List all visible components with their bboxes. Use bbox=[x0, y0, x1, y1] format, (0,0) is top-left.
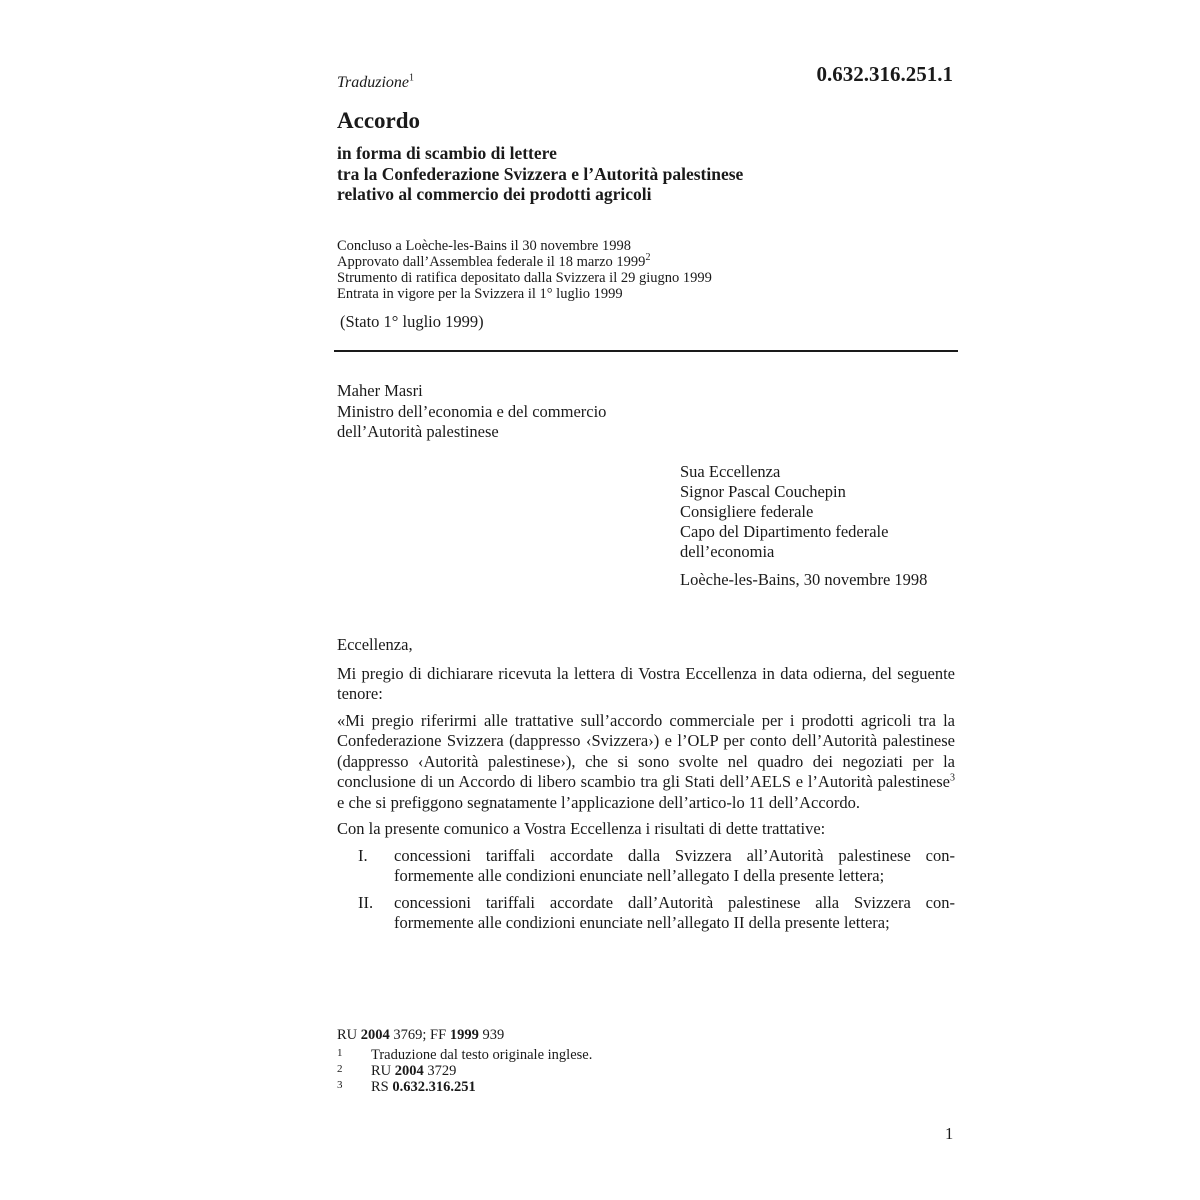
list-item-number: I. bbox=[358, 845, 368, 865]
footnote-suffix: 3729 bbox=[427, 1063, 457, 1079]
translation-label bbox=[337, 74, 414, 92]
entry-into-force-line: Entrata in vigore per la Svizzera il 1° luglio 1999 bbox=[337, 286, 623, 302]
footnote bbox=[337, 1063, 592, 1079]
footnote-ref-1[interactable]: 1 bbox=[409, 72, 415, 84]
subtitle-line: tra la Confederazione Svizzera e l’Autorità palestinese bbox=[337, 163, 744, 184]
list-item bbox=[337, 846, 955, 887]
footnote-text: Traduzione dal testo originale inglese. bbox=[371, 1047, 593, 1063]
ru-page: 3769; FF bbox=[393, 1027, 447, 1043]
approved-line bbox=[337, 254, 712, 270]
list-item-number: II. bbox=[358, 892, 374, 912]
list-item-text: concessioni tariffali accordate dall’Autorità palestinese alla Svizzera con-formemente alle condizioni enunciate nell’allegato II della presente lettera; bbox=[394, 892, 955, 932]
paragraph: Con la presente comunico a Vostra Eccellenza i risultati di dette trattative: bbox=[337, 819, 826, 838]
list-item bbox=[337, 893, 955, 934]
footnote-bold: 0.632.316.251 bbox=[392, 1079, 476, 1095]
footnote-prefix: RS bbox=[371, 1079, 389, 1095]
footnote-number: 2 bbox=[337, 1063, 343, 1075]
footnotes bbox=[337, 1047, 592, 1095]
recipient-line: dell’economia bbox=[680, 542, 775, 561]
results-list bbox=[337, 846, 955, 934]
page-number: 1 bbox=[945, 1124, 954, 1143]
recipient-line: Capo del Dipartimento federale bbox=[680, 522, 889, 541]
footnote-number: 1 bbox=[337, 1047, 343, 1059]
sender-line: Ministro dell’economia e del commercio bbox=[337, 401, 607, 421]
subtitle bbox=[337, 143, 743, 205]
footnote-ref-2[interactable]: 2 bbox=[645, 252, 651, 264]
paragraph: Mi pregio di dichiarare ricevuta la lettera di Vostra Eccellenza in data odierna, del seguente tenore: bbox=[337, 663, 955, 703]
ru-year: 2004 bbox=[360, 1027, 390, 1043]
greeting: Eccellenza, bbox=[337, 635, 413, 654]
paragraph-text: «Mi pregio riferirmi alle trattative sull’accordo commerciale per i prodotti agricoli tra la Confederazione Svizzera (dappresso ‹Svizzera›) e l’OLP per conto dell’Autorità palestinese (dappresso ‹Autorità palestinese›), che si sono svolte nel quadro dei negoziati per la conclusione di un Accordo di libero scambio tra gli Stati dell’AELS e l’Autorità palestinese bbox=[337, 710, 955, 791]
ru-prefix: RU bbox=[337, 1027, 358, 1043]
translation-text: Traduzione bbox=[337, 74, 410, 91]
sender-block bbox=[337, 381, 606, 443]
footnote bbox=[337, 1079, 592, 1095]
ff-year: 1999 bbox=[449, 1027, 479, 1043]
status-line: (Stato 1° luglio 1999) bbox=[340, 312, 484, 331]
concluded-line: Concluso a Loèche-les-Bains il 30 novembre 1998 bbox=[337, 238, 631, 254]
subtitle-line: relativo al commercio dei prodotti agricoli bbox=[337, 184, 652, 204]
list-item-text: concessioni tariffali accordate dalla Svizzera all’Autorità palestinese con-formemente alle condizioni enunciate nell’allegato I della presente lettera; bbox=[394, 845, 955, 885]
recipient-line: Signor Pascal Couchepin bbox=[680, 482, 846, 501]
approved-text: Approvato dall’Assemblea federale il 18 marzo 1999 bbox=[337, 254, 646, 270]
recipient-line: Sua Eccellenza bbox=[680, 462, 781, 481]
sender-line: dell’Autorità palestinese bbox=[337, 422, 499, 441]
place-date: Loèche-les-Bains, 30 novembre 1998 bbox=[680, 570, 928, 589]
metadata-block bbox=[337, 238, 712, 302]
divider bbox=[334, 350, 958, 352]
paragraph bbox=[337, 711, 955, 814]
sender-line: Maher Masri bbox=[337, 381, 423, 400]
footnote-ref-3[interactable]: 3 bbox=[950, 772, 955, 784]
recipient-block bbox=[680, 462, 888, 562]
document-number: 0.632.316.251.1 bbox=[816, 62, 953, 86]
publication-reference bbox=[337, 1027, 504, 1044]
ff-page: 939 bbox=[482, 1027, 505, 1043]
footnote-number: 3 bbox=[337, 1079, 343, 1091]
letter-body bbox=[337, 635, 955, 940]
footnote-bold: 2004 bbox=[394, 1063, 424, 1079]
footnote bbox=[337, 1047, 592, 1063]
paragraph-text: e che si prefiggono segnatamente l’applicazione dell’artico-lo 11 dell’Accordo. bbox=[337, 792, 861, 812]
recipient-line: Consigliere federale bbox=[680, 502, 814, 521]
footnote-prefix: RU bbox=[371, 1063, 392, 1079]
ratification-line: Strumento di ratifica depositato dalla Svizzera il 29 giugno 1999 bbox=[337, 270, 712, 286]
subtitle-line: in forma di scambio di lettere bbox=[337, 143, 557, 163]
page-title: Accordo bbox=[337, 108, 421, 133]
